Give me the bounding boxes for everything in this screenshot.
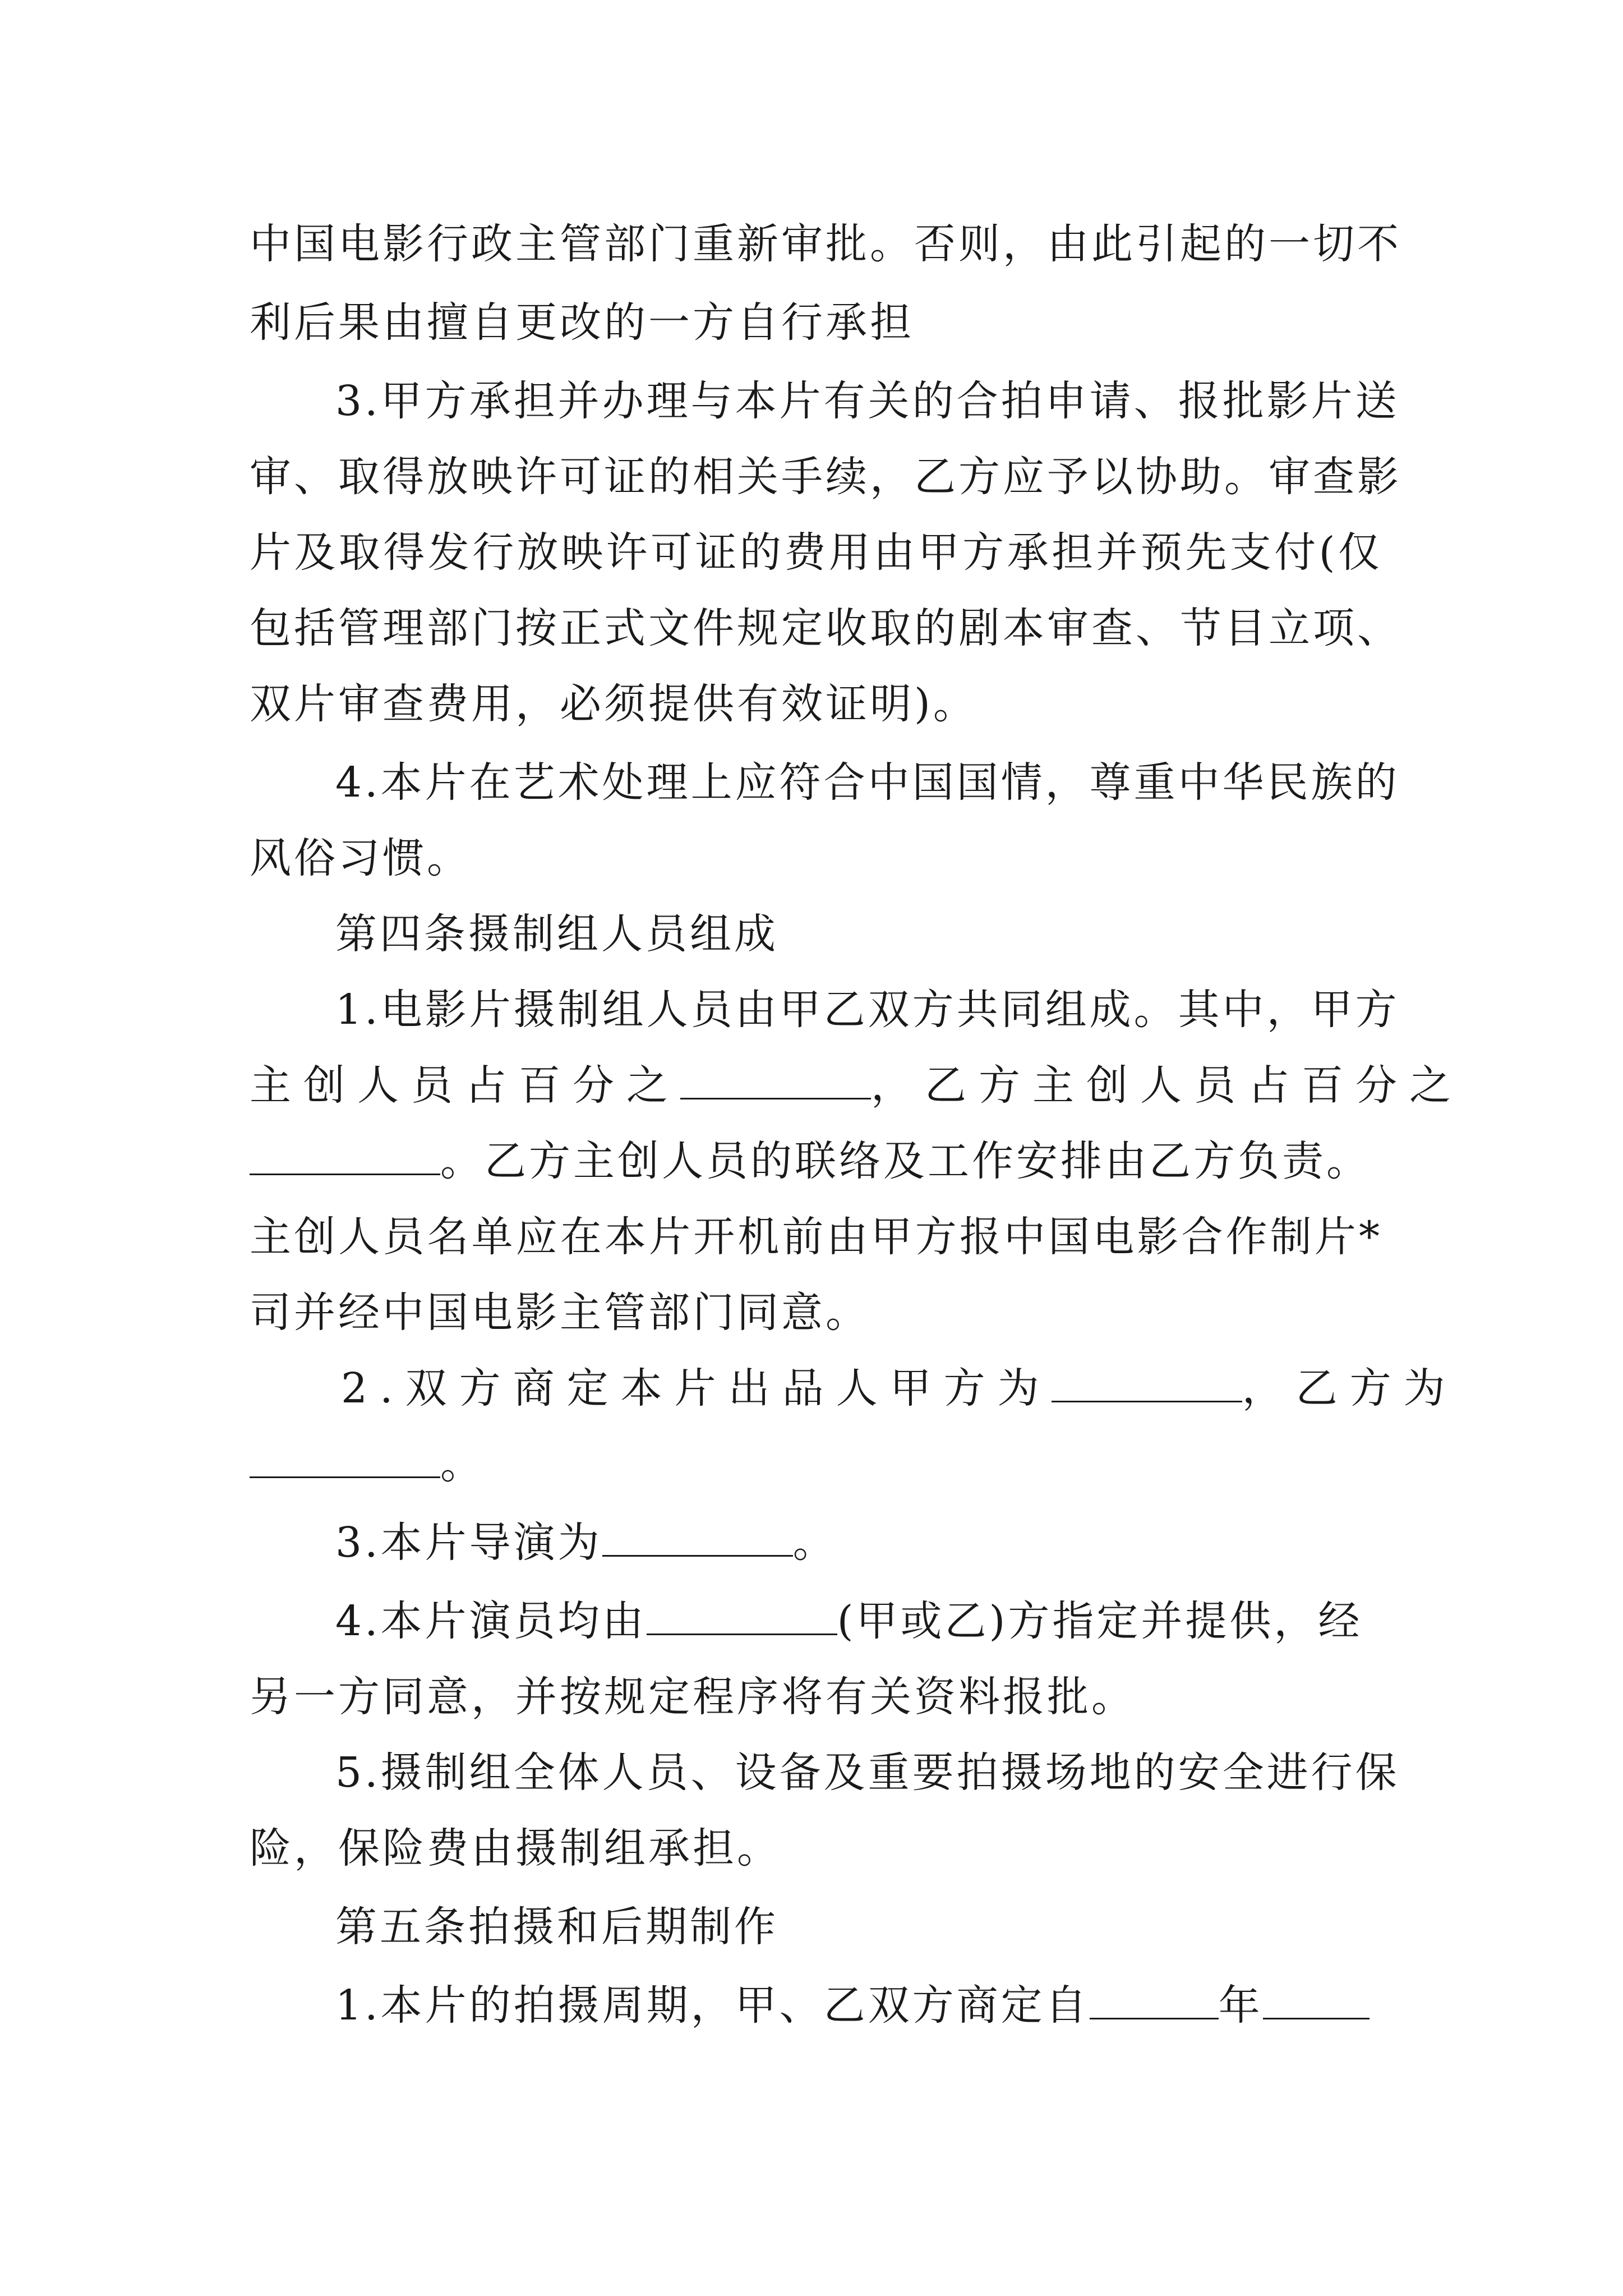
paragraph-line: 风俗习惯。 xyxy=(250,834,471,882)
line-text: ，乙方为 xyxy=(1242,1364,1458,1412)
section-heading-article-4: 第四条摄制组人员组成 xyxy=(335,910,778,958)
clause-2-line xyxy=(341,1360,1458,1416)
line-text: 。 xyxy=(440,1440,485,1488)
paragraph-line: 利后果由擅自更改的一方自行承担 xyxy=(250,298,914,347)
line-text: 年 xyxy=(1218,1981,1263,2030)
fill-in-blank-month[interactable] xyxy=(1263,1982,1370,2019)
paragraph-line xyxy=(250,1057,1463,1114)
fill-in-blank[interactable] xyxy=(647,1598,837,1635)
line-text: 。 xyxy=(792,1519,837,1567)
fill-in-blank[interactable] xyxy=(1052,1365,1242,1402)
paragraph-line xyxy=(250,1133,1382,1189)
paragraph-line: 双片审查费用，必须提供有效证明)。 xyxy=(250,680,978,728)
line-text: 。乙方主创人员的联络及工作安排由乙方负责。 xyxy=(440,1137,1371,1185)
clause-3-line: 3.甲方承担并办理与本片有关的合拍申请、报批影片送 xyxy=(335,377,1400,425)
fill-in-blank-year[interactable] xyxy=(1090,1982,1219,2019)
paragraph-line: 另一方同意，并按规定程序将有关资料报批。 xyxy=(250,1673,1136,1721)
paragraph-line: 片及取得发行放映许可证的费用由甲方承担并预先支付(仅 xyxy=(250,528,1382,577)
clause-4-line xyxy=(335,1593,1382,1649)
line-text: ，乙方主创人员占百分之 xyxy=(871,1061,1463,1110)
clause-5-line: 5.摄制组全体人员、设备及重要拍摄场地的安全进行保 xyxy=(335,1749,1400,1797)
line-text: 主创人员占百分之 xyxy=(250,1061,680,1110)
fill-in-blank[interactable] xyxy=(602,1519,793,1557)
paragraph-line: 司并经中国电影主管部门同意。 xyxy=(250,1289,870,1337)
line-text: (甲或乙)方指定并提供，经 xyxy=(837,1597,1363,1645)
paragraph-line: 审、取得放映许可证的相关手续，乙方应予以协助。审查影 xyxy=(250,453,1401,501)
fill-in-blank[interactable] xyxy=(680,1062,871,1099)
fill-in-blank[interactable] xyxy=(250,1138,440,1175)
paragraph-line xyxy=(250,1436,1382,1492)
line-text: 3.本片导演为 xyxy=(335,1519,602,1567)
clause-1-line xyxy=(335,1977,1382,2033)
paragraph-line: 中国电影行政主管部门重新审批。否则，由此引起的一切不 xyxy=(250,220,1401,268)
section-heading-article-5: 第五条拍摄和后期制作 xyxy=(335,1903,778,1951)
paragraph-line: 险，保险费由摄制组承担。 xyxy=(250,1824,781,1872)
paragraph-line: 主创人员名单应在本片开机前由甲方报中国电影合作制片* xyxy=(250,1213,1382,1261)
clause-1-line: 1.电影片摄制组人员由甲乙双方共同组成。其中，甲方 xyxy=(335,986,1400,1034)
line-text: 4.本片演员均由 xyxy=(335,1597,647,1645)
paragraph-line: 包括管理部门按正式文件规定收取的剧本审查、节目立项、 xyxy=(250,604,1401,652)
clause-3-line xyxy=(335,1515,1382,1571)
clause-4-line: 4.本片在艺术处理上应符合中国国情，尊重中华民族的 xyxy=(335,758,1400,807)
line-text: 2.双方商定本片出品人甲方为 xyxy=(341,1364,1052,1412)
line-text: 1.本片的拍摄周期，甲、乙双方商定自 xyxy=(335,1981,1090,2030)
fill-in-blank[interactable] xyxy=(250,1441,440,1478)
